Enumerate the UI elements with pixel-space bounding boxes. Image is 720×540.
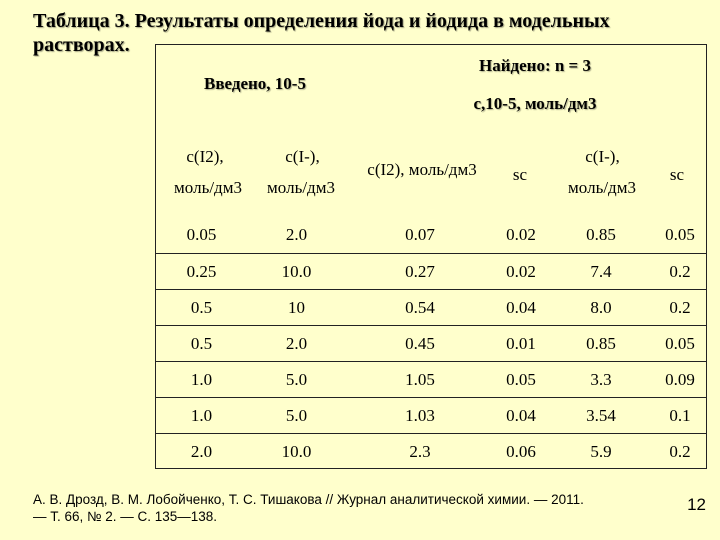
table-cell: 0.09 <box>665 370 695 389</box>
table-cell: 0.07 <box>405 225 435 244</box>
table-cell: 0.85 <box>586 225 616 244</box>
table-cell: 0.05 <box>665 334 695 353</box>
page-number: 12 <box>687 495 706 514</box>
table-cell: 3.54 <box>586 406 616 425</box>
table-cell: 0.85 <box>586 334 616 353</box>
found-c-i2-header: c(I2), моль/дм3 <box>367 160 477 179</box>
table-cell: 2.3 <box>409 442 431 461</box>
table-cell: 0.2 <box>669 262 691 281</box>
table-cell: 2.0 <box>285 334 308 353</box>
table-cell: 0.27 <box>405 262 435 281</box>
table-cell: 10.0 <box>281 442 312 461</box>
table-row <box>155 253 706 289</box>
table-cell: 0.45 <box>405 334 435 353</box>
table-cell: 0.02 <box>506 262 536 281</box>
sc-header-1: sc <box>512 165 528 184</box>
table-cell: 5.9 <box>590 442 612 461</box>
table-cell: 0.2 <box>669 442 691 461</box>
table-cell: 0.2 <box>669 298 691 317</box>
introduced-header: Введено, 10-5 <box>204 74 306 93</box>
c-iminus-header: c(I-), <box>285 147 320 166</box>
c-i2-units: моль/дм3 <box>174 178 242 197</box>
table-row <box>155 361 706 397</box>
table-cell: 5.0 <box>285 406 308 425</box>
table-row <box>155 217 706 253</box>
table-cell: 1.0 <box>190 370 213 389</box>
table-cell: 10 <box>288 298 305 317</box>
table-cell: 0.54 <box>405 298 435 317</box>
c-i2-header: c(I2), <box>186 147 224 166</box>
table-cell: 1.03 <box>405 406 435 425</box>
table-cell: 7.4 <box>590 262 612 281</box>
table-cell: 1.0 <box>190 406 213 425</box>
table-cell: 0.06 <box>506 442 536 461</box>
citation-footer: А. В. Дрозд, В. М. Лобойченко, Т. С. Тишакова // Журнал аналитической химии. — 2011. — Т. 66, № 2. — С. 135—138. <box>33 492 584 524</box>
table-cell: 3.3 <box>590 370 612 389</box>
c-iminus-units: моль/дм3 <box>267 178 335 197</box>
found-units-header: с,10-5, моль/дм3 <box>473 94 597 113</box>
table-cell: 0.04 <box>506 406 536 425</box>
table-cell: 0.25 <box>186 262 217 281</box>
table-cell: 0.02 <box>506 225 536 244</box>
found-c-iminus-units: моль/дм3 <box>568 178 636 197</box>
table-row <box>155 289 706 325</box>
table-cell: 0.5 <box>190 334 213 353</box>
table-cell: 0.05 <box>665 225 695 244</box>
slide-title: Таблица 3. Результаты определения йода и йодида в модельных растворах. <box>33 10 610 56</box>
table-row <box>155 397 706 433</box>
table-cell: 0.01 <box>506 334 536 353</box>
table-cell: 0.05 <box>506 370 536 389</box>
table-row <box>155 325 706 361</box>
found-c-iminus-header: c(I-), <box>585 147 620 166</box>
table-cell: 5.0 <box>285 370 308 389</box>
table-cell: 0.1 <box>669 406 691 425</box>
sc-header-2: sc <box>669 165 685 184</box>
table-cell: 2.0 <box>285 225 308 244</box>
found-header: Найдено: n = 3 <box>478 56 591 75</box>
table-cell: 0.05 <box>186 225 217 244</box>
table-cell: 0.04 <box>506 298 536 317</box>
table-cell: 10.0 <box>281 262 312 281</box>
table-row <box>155 433 706 469</box>
table-cell: 1.05 <box>405 370 435 389</box>
table-cell: 2.0 <box>190 442 213 461</box>
table-cell: 8.0 <box>590 298 612 317</box>
table-cell: 0.5 <box>190 298 213 317</box>
